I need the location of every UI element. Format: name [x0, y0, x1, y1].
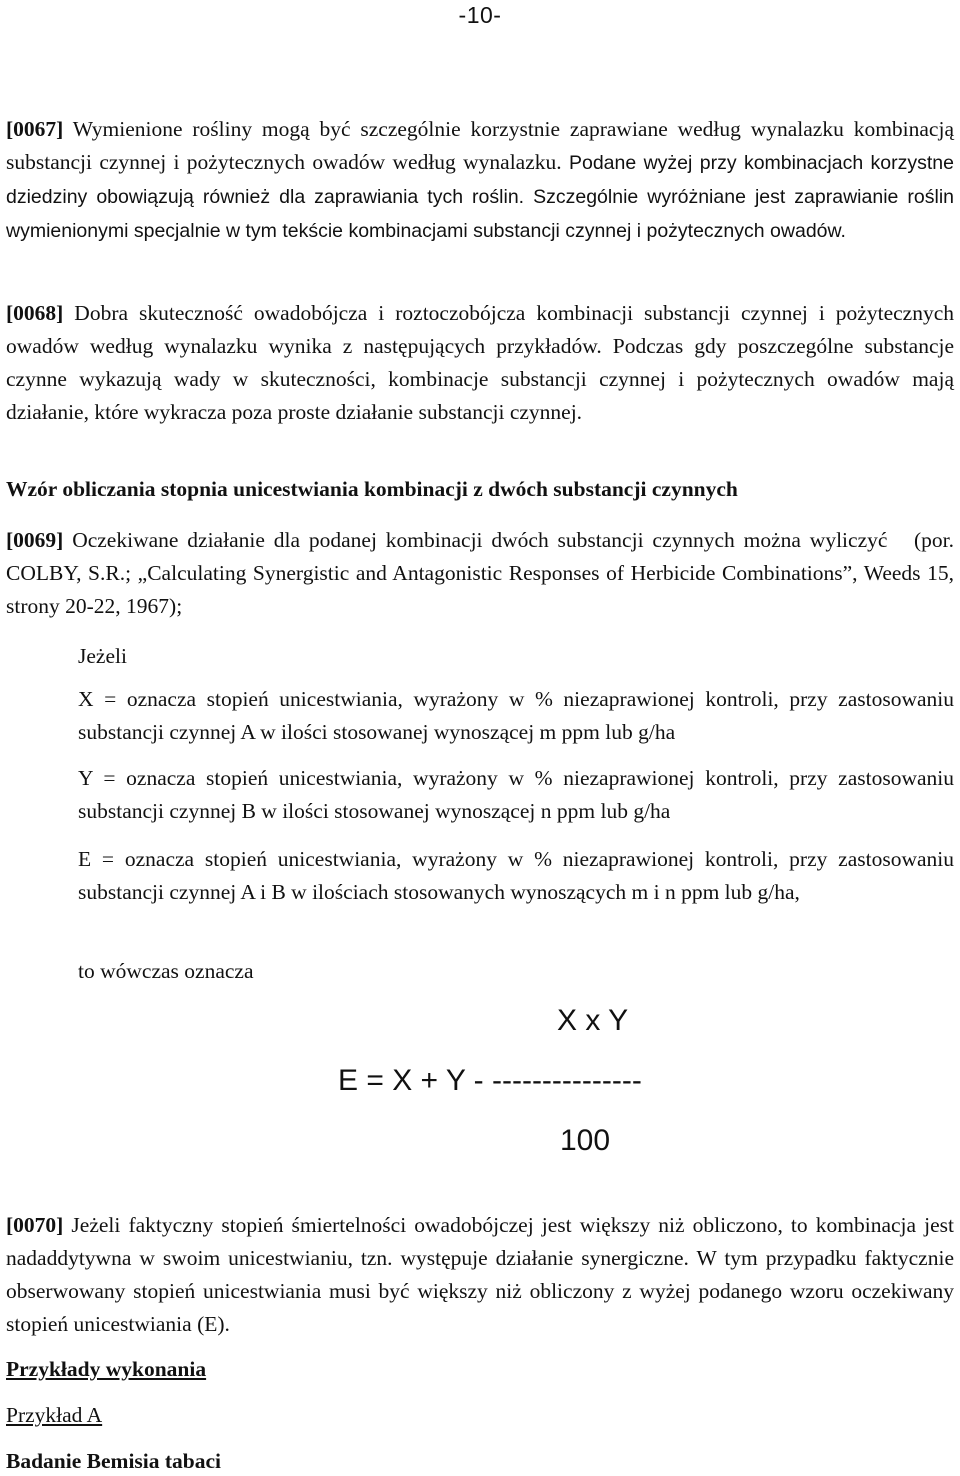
paragraph-0070 [6, 1209, 954, 1341]
paragraph-0068 [6, 297, 954, 429]
paragraph-text: Jeżeli faktyczny stopień śmiertelności owadobójczej jest większy niż obliczono, to kombinacja jest nadaddytywna w swoim unicestwianiu, tzn. występuje działanie synergiczne. W tym przypadku faktycznie obserwowany stopień unicestwiania musi być większy niż obliczony z wyżej podanego wzoru oczekiwany stopień unicestwiania (E). [6, 1213, 954, 1336]
formula-numerator: X x Y [557, 1004, 629, 1037]
section-heading: Wzór obliczania stopnia unicestwiania kombinacji z dwóch substancji czynnych [6, 477, 738, 501]
definition-e: E = oznacza stopień unicestwiania, wyrażony w % niezaprawionej kontroli, przy zastosowaniu substancji czynnej A i B w ilościach stosowanych wynoszących m i n ppm lub g/ha, [78, 847, 954, 904]
jezeli-label: Jeżeli [78, 644, 127, 668]
page-number: -10- [458, 2, 502, 28]
paragraph-text: Wymienione rośliny mogą być szczególnie korzystnie zaprawiane według wynalazku kombinacją substancji czynnej i pożytecznych owadów według wynalazku. [6, 117, 954, 174]
paragraph-text: Dobra skuteczność owadobójcza i roztoczobójcza kombinacji substancji czynnej i pożytecznych owadów według wynalazku wynika z następujących przykładów. Podczas gdy poszczególne substancje czynne wykazują wady w skuteczności, kombinacje substancji czynnej i pożytecznych owadów mają działanie, które wykracza poza proste działanie substancji czynnej. [6, 301, 954, 424]
formula-denominator: 100 [560, 1124, 611, 1157]
paragraph-text: Oczekiwane działanie dla podanej kombinacji dwóch substancji czynnych można wyliczyć (por. COLBY, S.R.; „Calculating Synergistic and Antagonistic Responses of Herbicide Combinations”, Weeds 15, strony 20-22, 1967); [6, 528, 960, 618]
examples-heading: Przykłady wykonania [6, 1357, 207, 1381]
bemisia-heading: Badanie Bemisia tabaci [6, 1449, 222, 1473]
paragraph-0069 [6, 524, 960, 623]
paragraph-ref: [0069] [6, 528, 64, 552]
definition-x: X = oznacza stopień unicestwiania, wyrażony w % niezaprawionej kontroli, przy zastosowaniu substancji czynnej A w ilości stosowanej wynoszącej m ppm lub g/ha [78, 687, 954, 744]
paragraph-ref: [0068] [6, 301, 64, 325]
formula-main: E = X + Y - --------------- [338, 1064, 642, 1097]
paragraph-ref: [0067] [6, 117, 64, 141]
example-a-label: Przykład A [6, 1403, 103, 1427]
definition-y: Y = oznacza stopień unicestwiania, wyrażony w % niezaprawionej kontroli, przy zastosowaniu substancji czynnej B w ilości stosowanej wynoszącej n ppm lub g/ha [78, 766, 954, 823]
to-wowczas-label: to wówczas oznacza [78, 959, 254, 983]
paragraph-0067 [6, 113, 954, 248]
paragraph-text-sans: Podane wyżej przy kombinacjach korzystne dziedziny obowiązują również dla zaprawiania tych roślin. Szczególnie wyróżniane jest zaprawianie roślin wymienionymi specjalnie w tym tekście kombinacjami substancji czynnej i pożytecznych owadów. [6, 152, 954, 242]
paragraph-ref: [0070] [6, 1213, 64, 1237]
